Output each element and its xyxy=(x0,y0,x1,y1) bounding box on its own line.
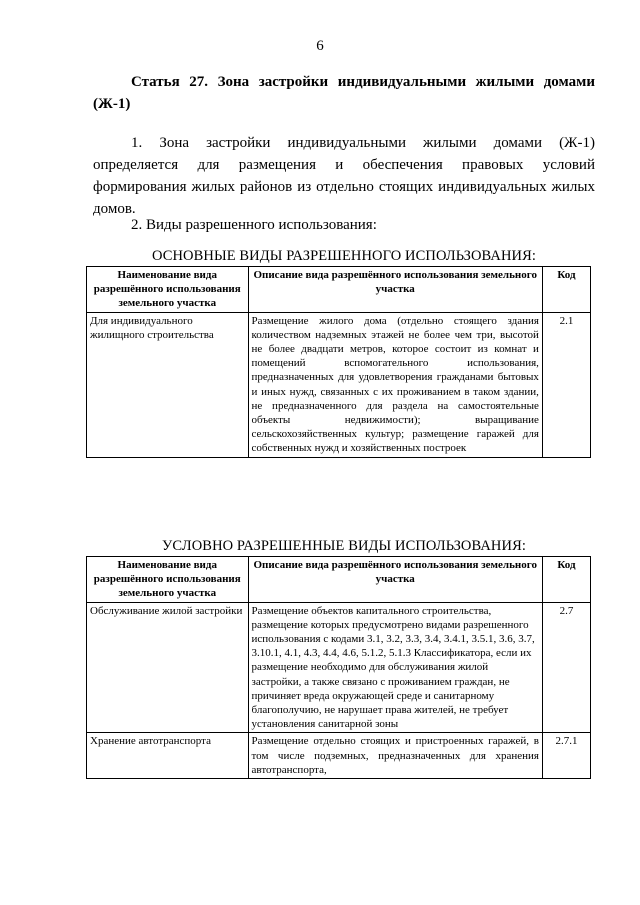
row-description: Размещение отдельно стоящих и пристроенных гаражей, в том числе подземных, предназначенных для хранения автотранспорта, xyxy=(248,733,542,779)
row-name: Для индивидуального жилищного строительства xyxy=(87,312,249,457)
article-title: Статья 27. Зона застройки индивидуальными жилыми домами (Ж-1) xyxy=(93,74,595,112)
page-number: 6 xyxy=(316,38,324,54)
row-description: Размещение жилого дома (отдельно стоящего здания количеством надземных этажей не более чем три, высотой не более двадцати метров, которое состоит из комнат и помещений вспомогательного использования, предназначенных для удовлетворения гражданами бытовых и иных нужд, связанных с их проживанием в таком здании, не предназначенного для раздела на самостоятельные объекты недвижимости); выращивание сельскохозяйственных культур; размещение гаражей для собственных нужд и хозяйственных построек xyxy=(248,312,542,457)
row-code: 2.7 xyxy=(542,602,590,733)
row-name: Хранение автотранспорта xyxy=(87,733,249,779)
table-header-row xyxy=(87,557,591,603)
main-uses-heading: ОСНОВНЫЕ ВИДЫ РАЗРЕШЕННОГО ИСПОЛЬЗОВАНИЯ: xyxy=(151,248,537,264)
row-code: 2.7.1 xyxy=(542,733,590,779)
paragraph-zone-definition: 1. Зона застройки индивидуальными жилыми домами (Ж-1) определяется для размещения и обеспечения правовых условий формирования жилых районов из отдельно стоящих индивидуальных жилых домов. xyxy=(93,135,595,217)
header-name: Наименование вида разрешённого использования земельного участка xyxy=(87,557,249,603)
table-header-row xyxy=(87,267,591,313)
header-description: Описание вида разрешённого использования земельного участка xyxy=(248,267,542,313)
paragraph-permitted-uses: 2. Виды разрешенного использования: xyxy=(131,217,377,233)
header-name: Наименование вида разрешённого использования земельного участка xyxy=(87,267,249,313)
table-row xyxy=(87,602,591,733)
row-name: Обслуживание жилой застройки xyxy=(87,602,249,733)
table-row xyxy=(87,733,591,779)
row-code: 2.1 xyxy=(542,312,590,457)
header-code: Код xyxy=(542,557,590,603)
main-uses-table xyxy=(86,266,591,458)
header-description: Описание вида разрешённого использования земельного участка xyxy=(248,557,542,603)
table-row xyxy=(87,312,591,457)
conditional-uses-heading: УСЛОВНО РАЗРЕШЕННЫЕ ВИДЫ ИСПОЛЬЗОВАНИЯ: xyxy=(162,538,526,554)
header-code: Код xyxy=(542,267,590,313)
conditional-uses-table xyxy=(86,556,591,779)
row-description: Размещение объектов капитального строительства, размещение которых предусмотрено видами разрешенного использования с кодами 3.1, 3.2, 3.3, 3.4, 3.4.1, 3.5.1, 3.6, 3.7, 3.10.1, 4.1, 4.3, 4.4, 4.6, 5.1.2, 5.1.3 Классификатора, если их размещение необходимо для обслуживания жилой застройки, а также связано с проживанием граждан, не причиняет вреда окружающей среде и санитарному благополучию, не нарушает права жителей, не требует установления санитарной зоны xyxy=(248,602,542,733)
